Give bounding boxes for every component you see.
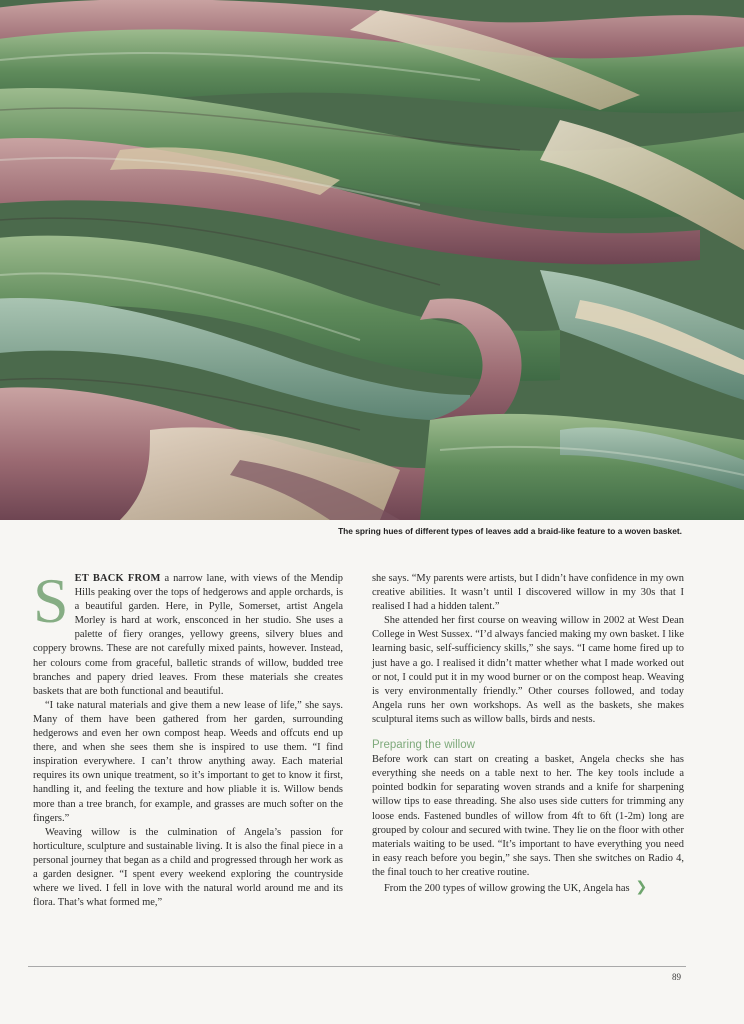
section-subheading: Preparing the willow xyxy=(372,739,475,752)
intro-paragraph xyxy=(33,565,343,699)
footer-rule xyxy=(28,966,686,967)
page-number: 89 xyxy=(672,972,681,982)
article-column-right xyxy=(372,572,684,896)
photo-caption: The spring hues of different types of leaves add a braid-like feature to a woven basket. xyxy=(338,526,682,536)
paragraph: She attended her first course on weaving willow in 2002 at West Dean College in West Sussex. “I’d always fancied making my own basket. I like learning basic, self-sufficiency skills,” she says. “I came home fired up to just have a go. I realised it didn’t matter whether what I made worked out or not, I could put it in my wood burner or on the compost heap. Weaving is very environmentally friendly.” Other courses followed, and today Angela runs her own workshops. As well as the baskets, she makes sculptural items such as willow balls, birds and nests. xyxy=(372,615,684,725)
paragraph: Weaving willow is the culmination of Angela’s passion for horticulture, sculpture and sustainable living. It is also the final piece in a personal journey that began as a child and progressed through her work as a garden designer. “I spent every weekend exploring the countryside where we lived. I fell in love with the natural world around me and its flora. That’s what formed me,” xyxy=(33,826,343,909)
article-column-left xyxy=(33,565,343,910)
paragraph: she says. “My parents were artists, but I didn’t have confidence in my own creative abilities. It wasn’t until I discovered willow in my 30s that I realised I had a hidden talent.” xyxy=(372,573,684,613)
drop-cap: S xyxy=(33,565,69,636)
lead-in: ET BACK FROM xyxy=(74,573,161,584)
paragraph: “I take natural materials and give them a new lease of life,” she says. Many of them have been gathered from her garden, surrounding hedgerows and even her own compost heap. Weeds and offcuts end up there, and when she sees them she is inspired to use them. “I find inspiration everywhere. I can’t throw anything away. Each material requires its own unique treatment, so it’s important to get to know it first, handling it, and feeling the texture and how pliable it is. Willow bends more than a tree branch, for example, and grasses are much softer on the fingers.” xyxy=(33,699,343,824)
intro-text: a narrow lane, with views of the Mendip Hills peaking over the tops of hedgerows and apple orchards, is a beautiful garden. Here, in Pylle, Somerset, artist Angela Morley is hard at work, ensconced in her studio. She uses a palette of fiery oranges, yellowy greens, silvery blues and coppery browns. These are not carefully mixed paints, however. Instead, her colours come from graceful, balletic strands of willow, budded tree branches and papery dried leaves. From these materials she creates baskets that are both functional and beautiful. xyxy=(33,573,343,697)
paragraph: Before work can start on creating a basket, Angela checks she has everything she needs on a table next to her. The key tools include a pointed bodkin for separating woven strands and a knife for sharpening willow tips to ease threading. She also uses side cutters for trimming any loose ends. Fastened bundles of willow from 4ft to 6ft (1-2m) long are grouped by colour and secured with twine. They lie on the floor with other materials waiting to be used. “It’s important to have everything you need in easy reach before you begin,” she says. Then she switches on Radio 4, the final touch to her creative routine. xyxy=(372,754,684,878)
paragraph-text: From the 200 types of willow growing the UK, Angela has xyxy=(384,882,630,894)
paragraph-continued xyxy=(372,880,684,896)
continue-arrow-icon: ❯ xyxy=(635,878,648,895)
